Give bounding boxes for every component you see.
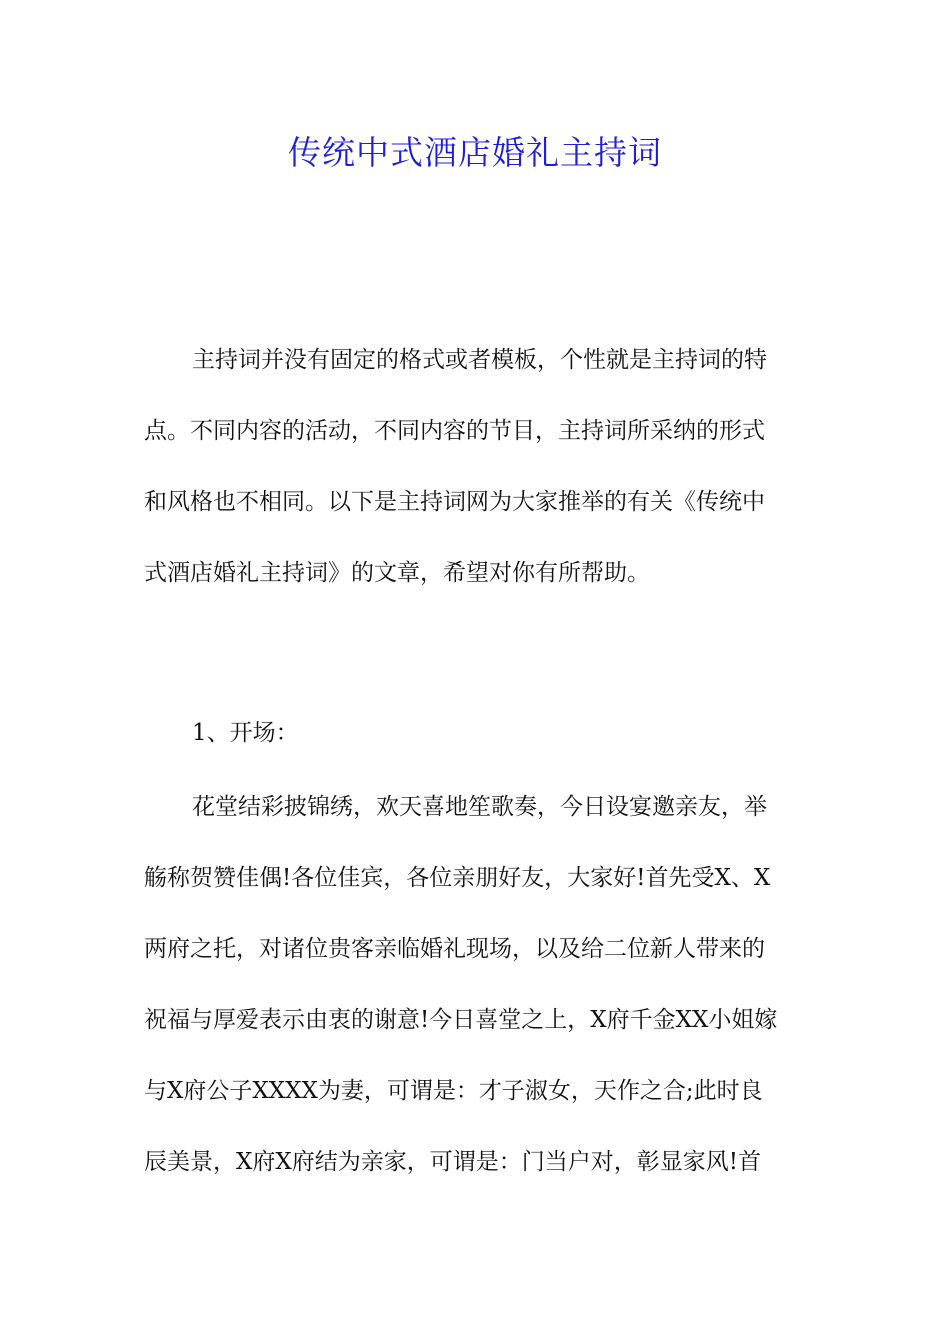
paragraph-line: 辰美景，X府X府结为亲家，可谓是：门当户对，彰显家风!首 xyxy=(144,1149,761,1175)
paragraph-line: 主持词并没有固定的格式或者模板，个性就是主持词的特 xyxy=(192,347,767,373)
opening-paragraph xyxy=(144,772,808,1198)
intro-paragraph xyxy=(144,325,808,609)
paragraph-line: 和风格也不相同。以下是主持词网为大家推举的有关《传统中 xyxy=(144,489,765,515)
section-heading xyxy=(144,698,808,769)
paragraph-line: 两府之托，对诸位贵客亲临婚礼现场，以及给二位新人带来的 xyxy=(144,936,765,962)
paragraph-line: 与X府公子XXXX为妻，可谓是：才子淑女，天作之合;此时良 xyxy=(144,1078,763,1104)
paragraph-line: 觞称贺赞佳偶!各位佳宾，各位亲朋好友，大家好!首先受X、X xyxy=(144,865,771,891)
section-heading-text: 1、开场： xyxy=(192,720,299,746)
document-title: 传统中式酒店婚礼主持词 xyxy=(288,133,662,172)
paragraph-line: 花堂结彩披锦绣，欢天喜地笙歌奏，今日设宴邀亲友，举 xyxy=(192,794,767,820)
paragraph-line: 式酒店婚礼主持词》的文章，希望对你有所帮助。 xyxy=(144,560,650,586)
paragraph-line: 点。不同内容的活动，不同内容的节目，主持词所采纳的形式 xyxy=(144,418,765,444)
paragraph-line: 祝福与厚爱表示由衷的谢意!今日喜堂之上，X府千金XX小姐嫁 xyxy=(144,1007,778,1033)
